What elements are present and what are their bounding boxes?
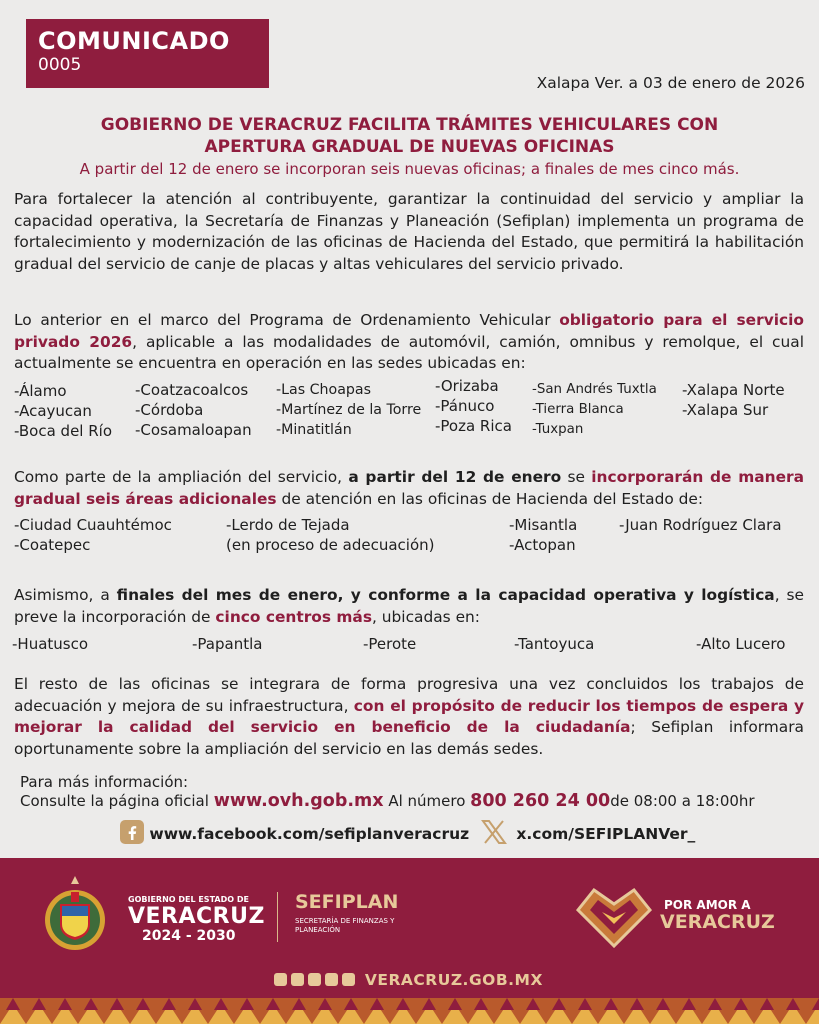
list-item: -Actopan — [509, 536, 576, 554]
office-column-2 — [135, 380, 252, 440]
gov-years: 2024 - 2030 — [142, 928, 236, 944]
list-item: -Pánuco — [435, 397, 495, 415]
end-office-4: -Tantoyuca — [514, 635, 595, 653]
tag-title: COMUNICADO — [38, 27, 230, 55]
sefiplan-subtitle: SECRETARÍA DE FINANZAS Y PLANEACIÓN — [295, 917, 395, 934]
paragraph-2 — [14, 310, 804, 375]
new-office-column-1 — [14, 515, 172, 555]
x-mini-icon — [291, 973, 304, 986]
list-item: -Coatzacoalcos — [135, 381, 249, 399]
list-item: -Córdoba — [135, 401, 204, 419]
new-office-column-4 — [619, 515, 782, 535]
footer-pattern — [0, 998, 819, 1024]
por-amor-label: POR AMOR A — [664, 898, 751, 912]
p4-bold: finales del mes de enero, y conforme a la capacidad operativa y logística — [116, 586, 775, 604]
p5-text-c: ; Sefiplan informara oportunamente sobre la ampliación del servicio en las demás sedes. — [14, 718, 804, 758]
end-office-5: -Alto Lucero — [696, 635, 786, 653]
office-column-5 — [532, 380, 657, 440]
comunicado-tag — [26, 19, 269, 88]
contact-line — [20, 791, 755, 811]
p4-text-e: , ubicadas en: — [371, 607, 480, 626]
date-line: Xalapa Ver. a 03 de enero de 2026 — [536, 74, 805, 92]
p4-highlight: cinco centros más — [215, 607, 372, 626]
footer-website: VERACRUZ.GOB.MX — [364, 971, 543, 989]
headline-line-2: APERTURA GRADUAL DE NUEVAS OFICINAS — [204, 137, 615, 157]
headline-line-1: GOBIERNO DE VERACRUZ FACILITA TRÁMITES VEHICULARES CON — [100, 115, 719, 135]
footer — [0, 858, 819, 1024]
info-title: Para más información: — [20, 773, 189, 791]
p5-highlight: con el propósito de reducir los tiempos de espera y mejorar la calidad del servicio en beneficio de la ciudadanía — [14, 696, 805, 736]
footer-web-row[interactable] — [274, 971, 543, 989]
facebook-url: www.facebook.com/sefiplanveracruz — [149, 825, 470, 843]
p3-bold: a partir del 12 de enero — [348, 468, 562, 486]
gov-small-label: GOBIERNO DEL ESTADO DE — [128, 895, 249, 904]
p3-text-e: de atención en las oficinas de Hacienda del Estado de: — [276, 489, 704, 508]
veracruz-seal-icon — [40, 874, 110, 958]
p2-text-a: Lo anterior en el marco del Programa de Ordenamiento Vehicular — [14, 311, 560, 329]
list-item: -Misantla — [509, 516, 578, 534]
p5-text-a: El resto de las oficinas se integrara de forma progresiva una vez concluidos los trabajos de adecuación y mejora de su infraestructura, — [14, 675, 804, 715]
p3-text-a: Como parte de la ampliación del servicio, — [14, 468, 349, 486]
office-column-3 — [276, 380, 421, 440]
x-url: x.com/SEFIPLANVer_ — [516, 825, 696, 843]
youtube-mini-icon — [342, 973, 355, 986]
p3-highlight: incorporarán de manera gradual seis áreas adicionales — [14, 468, 805, 508]
paragraph-3 — [14, 467, 804, 510]
headline — [40, 114, 779, 158]
paragraph-1: Para fortalecer la atención al contribuyente, garantizar la continuidad del servicio y ampliar la capacidad operativa, la Secretaría de Finanzas y Planeación (Sefiplan) implementa un programa de fortalecimiento y modernización de las oficinas de Hacienda del Estado, que permitirá la habilitación gradual del servicio de canje de placas y altas vehiculares del servicio privado. — [14, 190, 804, 273]
x-link[interactable] — [481, 820, 695, 848]
instagram-mini-icon — [308, 973, 321, 986]
phone-number[interactable]: 800 260 24 00 — [470, 791, 611, 811]
list-item: -Álamo — [14, 382, 67, 400]
list-item: -Las Choapas — [276, 382, 371, 398]
list-item: -Orizaba — [435, 377, 499, 395]
facebook-mini-icon — [274, 973, 287, 986]
end-office-3: -Perote — [363, 635, 417, 653]
list-item: -Juan Rodríguez Clara — [619, 516, 782, 534]
hours-text: de 08:00 a 18:00hr — [610, 792, 755, 810]
tag-number: 0005 — [38, 55, 82, 75]
list-item: -Boca del Río — [14, 422, 113, 440]
new-office-column-2 — [226, 515, 434, 555]
list-item: -Minatitlán — [276, 422, 352, 438]
paragraph-5 — [14, 674, 804, 760]
end-office-1: -Huatusco — [12, 635, 89, 653]
p3-text-c: se — [561, 468, 592, 486]
p4-text-a: Asimismo, a — [14, 586, 117, 604]
list-item: -Xalapa Sur — [682, 401, 769, 419]
new-office-column-3 — [509, 515, 577, 555]
x-logo-icon — [481, 820, 507, 848]
office-column-1 — [14, 381, 112, 441]
list-item: -Coatepec — [14, 536, 91, 554]
list-item: -Poza Rica — [435, 417, 512, 435]
list-item: -Martínez de la Torre — [276, 402, 422, 418]
facebook-link[interactable] — [120, 820, 469, 848]
list-item: -Acayucan — [14, 402, 92, 420]
por-amor-veracruz: VERACRUZ — [660, 911, 775, 933]
subheadline: A partir del 12 de enero se incorporan seis nuevas oficinas; a finales de mes cinco más. — [79, 160, 740, 178]
consult-label: Consulte la página oficial — [20, 792, 209, 810]
p2-highlight: obligatorio para el servicio privado 2026 — [14, 311, 804, 351]
footer-divider — [277, 892, 278, 942]
tiktok-mini-icon — [325, 973, 338, 986]
gov-name: VERACRUZ — [128, 904, 265, 929]
list-item: -Xalapa Norte — [682, 381, 785, 399]
list-item: -Cosamaloapan — [135, 421, 252, 439]
paragraph-4 — [14, 585, 804, 628]
office-column-6 — [682, 380, 785, 420]
p2-text-c: , aplicable a las modalidades de automóvil, camión, omnibus y remolque, el cual actualmente se encuentra en operación en las sedes ubicadas en: — [14, 332, 804, 372]
list-item: -Tierra Blanca — [532, 402, 624, 417]
p4-text-c: , se preve la incorporación de — [14, 586, 804, 626]
list-item: -Ciudad Cuauhtémoc — [14, 516, 172, 534]
website-link[interactable]: www.ovh.gob.mx — [213, 791, 384, 811]
phone-label: Al número — [388, 792, 466, 810]
list-item: (en proceso de adecuación) — [226, 536, 435, 554]
list-item: -Tuxpan — [532, 422, 584, 437]
end-office-2: -Papantla — [192, 635, 263, 653]
facebook-icon — [120, 820, 144, 848]
heart-logo-icon — [574, 882, 654, 952]
sefiplan-logo-text: SEFIPLAN — [295, 891, 399, 913]
office-column-4 — [435, 376, 512, 436]
list-item: -Lerdo de Tejada — [226, 516, 350, 534]
list-item: -San Andrés Tuxtla — [532, 382, 657, 397]
